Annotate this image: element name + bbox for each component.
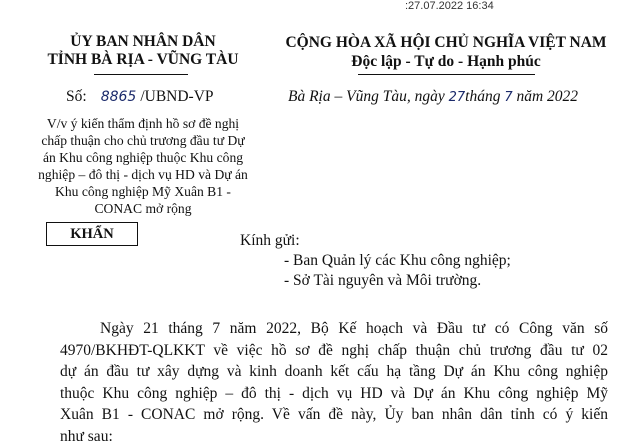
national-title: CỘNG HÒA XÃ HỘI CHỦ NGHĨA VIỆT NAM [285, 34, 607, 51]
date-part-1: Bà Rịa – Vũng Tàu, ngày [288, 88, 449, 105]
document-subject: V/v ý kiến thẩm định hồ sơ đề nghị chấp thuận cho chủ trương đầu tư Dự án Khu công nghiệp thuộc Khu công nghiệp – đô thị - dịch vụ HD và Dự án Khu công nghiệp Mỹ Xuân B1 - CONAC mở rộng [38, 116, 248, 216]
recipient-2: - Sở Tài nguyên và Môi trường. [284, 272, 482, 289]
issuer-underline [94, 74, 188, 75]
date-line [288, 88, 578, 106]
received-timestamp: :27.07.2022 16:34 [405, 0, 494, 12]
body-paragraph [60, 318, 608, 448]
document-number [66, 88, 214, 106]
body-line: Ngày 21 tháng 7 năm 2022, Bộ Kế hoạch và Đầu tư có Công văn số [100, 320, 608, 337]
date-part-3: năm 2022 [512, 88, 579, 105]
body-line: Xuân B1 - CONAC mở rộng. Về vấn đề này, Ủy ban nhân dân tỉnh có ý kiến [60, 406, 608, 424]
body-line: như sau: [60, 427, 113, 445]
motto-underline [358, 74, 535, 75]
issuer-header [36, 33, 250, 69]
urgency-badge: KHẨN [46, 222, 138, 246]
national-motto: Độc lập - Tự do - Hạnh phúc [351, 53, 541, 70]
recipient-1: - Ban Quản lý các Khu công nghiệp; [284, 252, 511, 269]
issuer-line-1: ỦY BAN NHÂN DÂN [70, 33, 216, 50]
doc-number-suffix: /UBND-VP [140, 88, 214, 105]
doc-number-handwritten: 8865 [100, 89, 137, 105]
doc-number-prefix: Số: [66, 88, 87, 105]
date-part-2: tháng [465, 88, 505, 105]
date-day-handwritten: 27 [448, 90, 466, 105]
body-line: dự án đầu tư xây dựng và kinh doanh kết cấu hạ tầng Dự án Khu công nghiệp [60, 363, 608, 381]
issuer-line-2: TỈNH BÀ RỊA - VŨNG TÀU [47, 51, 239, 68]
greeting: Kính gửi: [240, 232, 300, 249]
national-header [260, 33, 632, 71]
body-line: thuộc Khu công nghiệp – đô thị - dịch vụ HD và Dự án Khu công nghiệp Mỹ [60, 384, 608, 402]
body-line: 4970/BKHĐT-QLKKT về việc hồ sơ đề nghị chấp thuận chủ trương đầu tư 02 [60, 341, 608, 359]
date-month-handwritten: 7 [504, 90, 513, 105]
